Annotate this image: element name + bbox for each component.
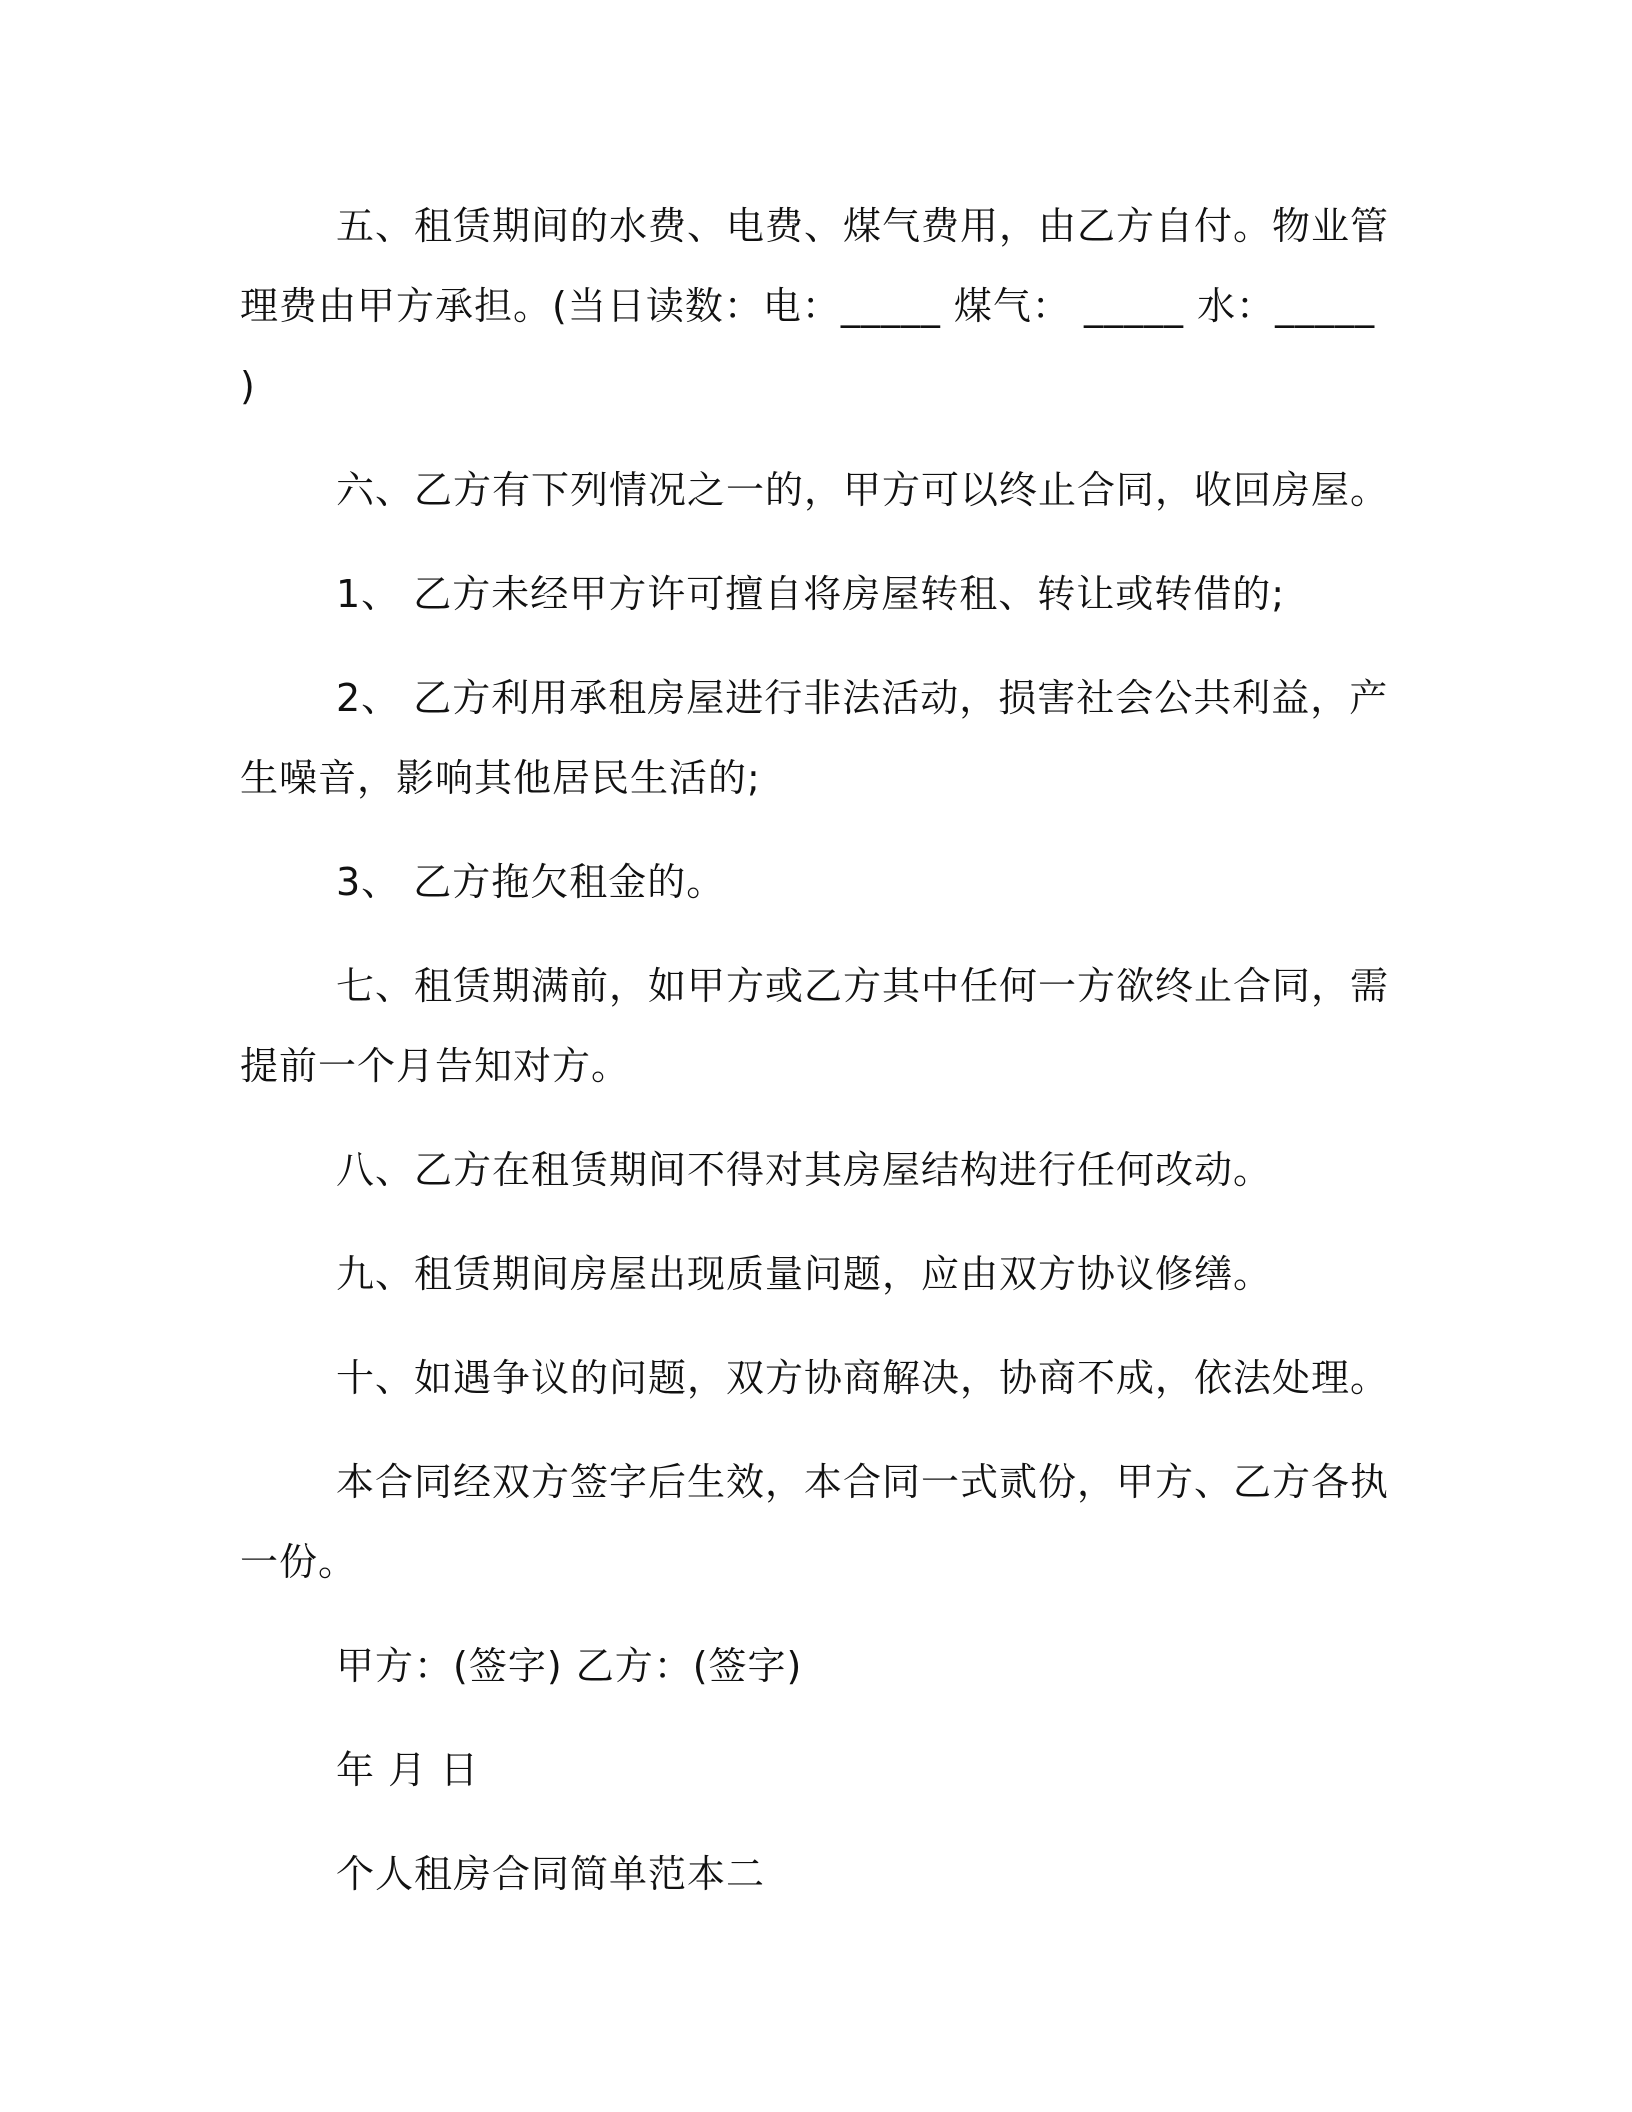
clause-7-notice: 七、租赁期满前，如甲方或乙方其中任何一方欲终止合同，需提前一个月告知对方。: [240, 964, 1390, 1088]
signature-line: 甲方：(签字) 乙方：(签字): [336, 1644, 803, 1688]
next-section-heading: 个人租房合同简单范本二: [336, 1852, 766, 1896]
document-body: [240, 186, 1390, 1938]
clause-5-utilities: 五、租赁期间的水费、电费、煤气费用，由乙方自付。物业管理费由甲方承担。(当日读数：电：_____ 煤气： _____ 水：_____ ): [240, 204, 1390, 408]
effectiveness-clause: 本合同经双方签字后生效，本合同一式贰份，甲方、乙方各执一份。: [240, 1460, 1390, 1584]
clause-9-repairs: 九、租赁期间房屋出现质量问题，应由双方协议修缮。: [336, 1252, 1273, 1296]
clause-6-termination: 六、乙方有下列情况之一的，甲方可以终止合同，收回房屋。: [336, 468, 1390, 512]
date-line: 年 月 日: [336, 1748, 480, 1792]
clause-8-structure: 八、乙方在租赁期间不得对其房屋结构进行任何改动。: [336, 1148, 1273, 1192]
clause-10-disputes: 十、如遇争议的问题，双方协商解决，协商不成，依法处理。: [336, 1356, 1390, 1400]
clause-6-item-1: 1、 乙方未经甲方许可擅自将房屋转租、转让或转借的;: [336, 572, 1286, 616]
clause-6-item-3: 3、 乙方拖欠租金的。: [336, 860, 726, 904]
clause-6-item-2: 2、 乙方利用承租房屋进行非法活动，损害社会公共利益，产生噪音，影响其他居民生活的;: [240, 676, 1389, 800]
